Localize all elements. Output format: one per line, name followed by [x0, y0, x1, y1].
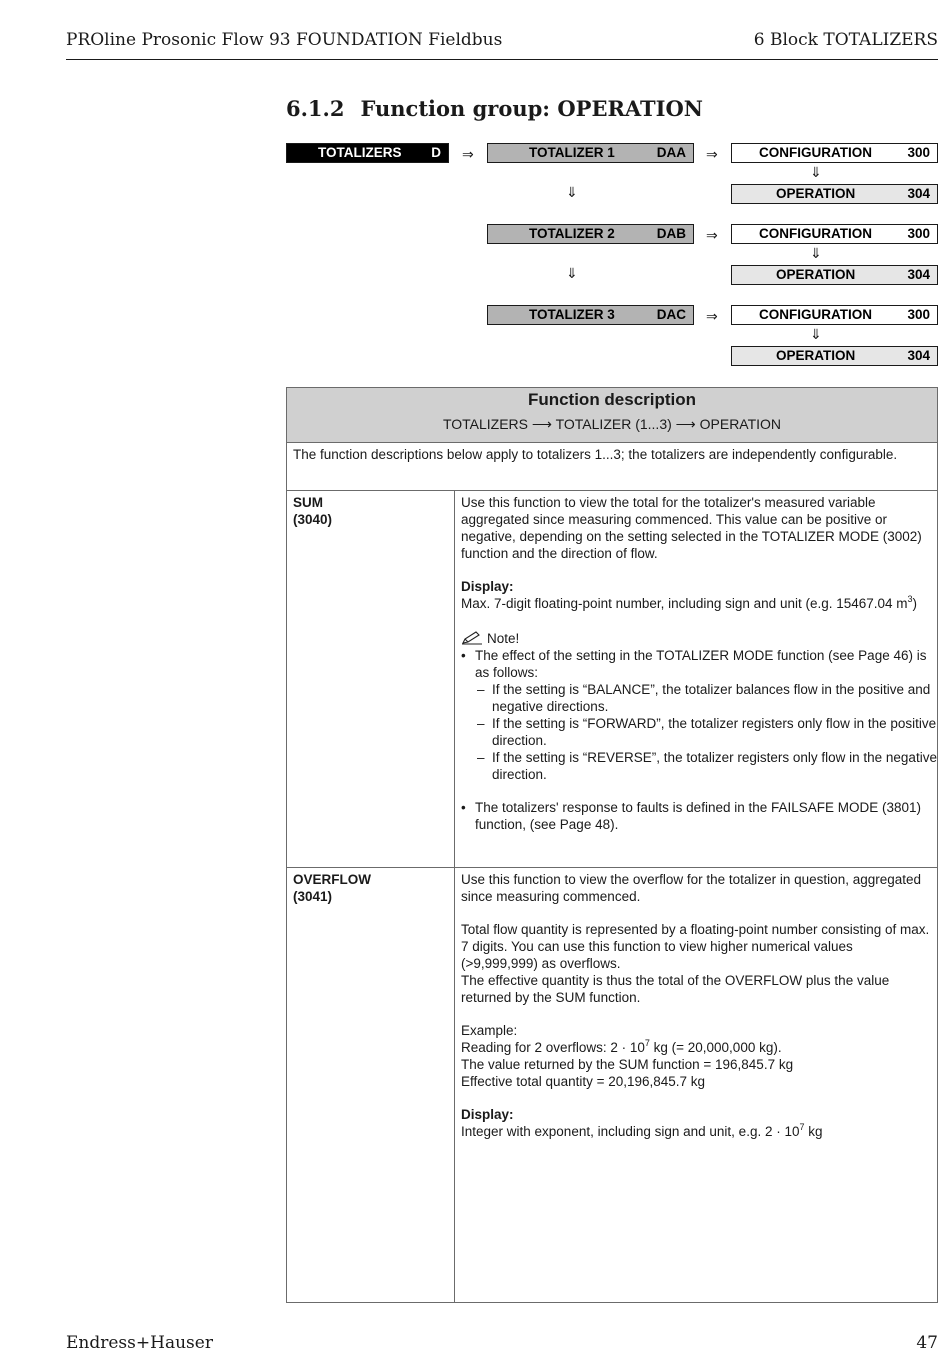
function-name: SUM: [293, 495, 323, 510]
note-sub-item-cont: direction.: [492, 767, 547, 782]
section-title: Function group: OPERATION: [360, 96, 703, 121]
nav-box-code: D: [431, 145, 441, 160]
note-sub-item: – If the setting is “REVERSE”, the totalizer registers only flow in the negative: [477, 750, 937, 765]
nav-box-code: 300: [907, 145, 930, 160]
function-code: (3041): [293, 889, 333, 904]
note-bullet-cont: function, (see Page 48).: [475, 817, 619, 832]
example-line: Effective total quantity = 20,196,845.7 kg: [461, 1074, 706, 1089]
note-sub-item: – If the setting is “BALANCE”, the totalizer balances flow in the positive and: [477, 682, 931, 697]
nav-box-code: 300: [907, 307, 930, 322]
desc-line: 7 digits. You can use this function to view higher numerical values: [461, 939, 853, 954]
table-intro-row: [287, 443, 937, 491]
nav-box-code: DAC: [656, 307, 686, 322]
table-breadcrumb: TOTALIZERS ⟶ TOTALIZER (1...3) ⟶ OPERATION: [442, 416, 782, 432]
table-row-overflow: [287, 868, 937, 1302]
down-arrow-icon: ⇓: [810, 326, 822, 342]
table-header: [287, 388, 937, 443]
function-name-cell: [293, 871, 371, 905]
nav-box-totalizers: [286, 143, 449, 163]
nav-box-label: OPERATION: [776, 186, 856, 201]
nav-box-configuration-3: [731, 305, 938, 325]
function-description-table: [286, 387, 938, 1303]
note-bullet-cont: as follows:: [475, 665, 539, 680]
nav-box-configuration-2: [731, 224, 938, 244]
function-name-cell: [293, 494, 332, 528]
intro-text: The function descriptions below apply to totalizers 1...3; the totalizers are independently configurable.: [293, 447, 898, 462]
running-header-title: PROline Prosonic Flow 93 FOUNDATION Fieldbus: [66, 30, 503, 50]
right-arrow-icon: ⇒: [706, 227, 718, 243]
nav-box-label: TOTALIZER 1: [529, 145, 615, 160]
example-line: Reading for 2 overflows: $2 \cdot 10^7$ kg (= 20,000,000 kg).: [461, 1038, 782, 1055]
right-arrow-icon: ⇒: [706, 146, 718, 162]
example-line: The value returned by the SUM function = 196,845.7 kg: [461, 1057, 794, 1072]
nav-box-code: 304: [907, 186, 930, 201]
nav-box-code: 304: [907, 348, 930, 363]
page-number: 47: [916, 1333, 938, 1353]
nav-box-label: CONFIGURATION: [759, 307, 872, 322]
running-header-chapter: 6 Block TOTALIZERS: [753, 30, 938, 50]
footer-brand: Endress+Hauser: [66, 1333, 213, 1353]
note-bullet: • The totalizers' response to faults is defined in the FAILSAFE MODE (3801): [461, 800, 922, 815]
note-heading: [461, 630, 933, 647]
desc-line: negative, depending on the setting selected in the TOTALIZER MODE (3002): [461, 529, 922, 544]
desc-line: returned by the SUM function.: [461, 990, 641, 1005]
function-name: OVERFLOW: [293, 872, 371, 887]
nav-box-totalizer-2: [487, 224, 694, 244]
nav-box-code: DAA: [656, 145, 686, 160]
nav-box-label: OPERATION: [776, 267, 856, 282]
example-label: Example:: [461, 1023, 518, 1038]
section-number: 6.1.2: [286, 96, 345, 121]
nav-box-label: TOTALIZER 2: [529, 226, 615, 241]
display-label: Display:: [461, 579, 514, 594]
nav-box-operation-3: [731, 346, 938, 366]
nav-box-label: CONFIGURATION: [759, 226, 872, 241]
section-heading: [286, 96, 703, 121]
nav-box-totalizer-3: [487, 305, 694, 325]
nav-box-label: TOTALIZER 3: [529, 307, 615, 322]
nav-box-totalizer-1: [487, 143, 694, 163]
note-sub-item-cont: direction.: [492, 733, 547, 748]
desc-line: Use this function to view the overflow for the totalizer in question, aggregated: [461, 872, 922, 887]
down-arrow-icon: ⇓: [810, 245, 822, 261]
right-arrow-icon: ⇒: [462, 146, 474, 162]
down-arrow-icon: ⇓: [566, 265, 578, 281]
desc-line: (>9,999,999) as overflows.: [461, 956, 621, 971]
desc-line: Use this function to view the total for the totalizer's measured variable: [461, 495, 876, 510]
note-sub-item-cont: negative directions.: [492, 699, 609, 714]
nav-box-operation-1: [731, 184, 938, 204]
note-bullet: • The effect of the setting in the TOTALIZER MODE function (see Page 46) is: [461, 648, 927, 663]
note-label: Note!: [487, 631, 520, 646]
nav-box-code: 304: [907, 267, 930, 282]
nav-box-operation-2: [731, 265, 938, 285]
desc-line: The effective quantity is thus the total of the OVERFLOW plus the value: [461, 973, 890, 988]
display-label: Display:: [461, 1107, 514, 1122]
desc-line: function and the direction of flow.: [461, 546, 658, 561]
table-title: Function description: [527, 390, 697, 409]
nav-box-code: DAB: [656, 226, 686, 241]
desc-line: since measuring commenced.: [461, 889, 641, 904]
nav-box-code: 300: [907, 226, 930, 241]
table-row-sum: [287, 491, 937, 868]
function-description-cell: [461, 871, 933, 1140]
note-sub-item: – If the setting is “FORWARD”, the totalizer registers only flow in the positive: [477, 716, 937, 731]
desc-line: Total flow quantity is represented by a floating-point number consisting of max.: [461, 922, 930, 937]
display-text: Integer with exponent, including sign and unit, e.g. $2 \cdot 10^7$ kg: [461, 1122, 823, 1139]
nav-box-label: CONFIGURATION: [759, 145, 872, 160]
nav-box-label: TOTALIZERS: [318, 145, 402, 160]
nav-box-label: OPERATION: [776, 348, 856, 363]
nav-box-configuration-1: [731, 143, 938, 163]
desc-line: aggregated since measuring commenced. This value can be positive or: [461, 512, 887, 527]
function-code: (3040): [293, 512, 333, 527]
header-rule: [66, 59, 938, 60]
down-arrow-icon: ⇓: [810, 164, 822, 180]
function-description-cell: [461, 494, 937, 833]
right-arrow-icon: ⇒: [706, 308, 718, 324]
display-text: Max. 7-digit floating-point number, including sign and unit (e.g. 15467.04 $m^3$): [461, 594, 918, 611]
down-arrow-icon: ⇓: [566, 184, 578, 200]
